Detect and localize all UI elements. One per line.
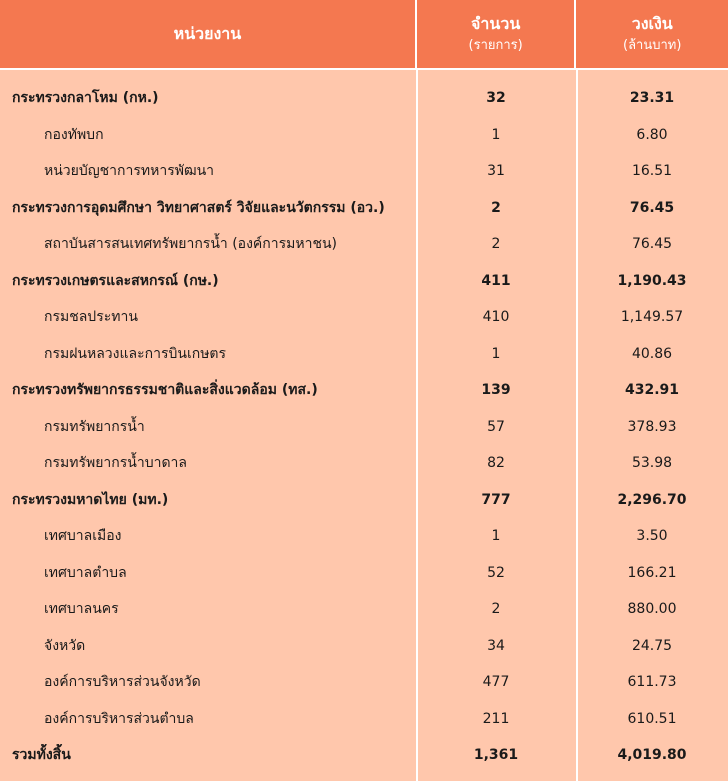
row-count: 2 xyxy=(491,601,501,618)
row-amount: 4,019.80 xyxy=(617,747,687,764)
row-count: 777 xyxy=(481,491,511,508)
row-name: องค์การบริหารส่วนตำบล xyxy=(44,710,194,727)
row-name: จังหวัด xyxy=(44,637,86,654)
row-amount: 166.21 xyxy=(627,564,677,581)
row-amount: 1,190.43 xyxy=(617,272,687,289)
row-count: 31 xyxy=(487,163,505,180)
row-amount: 378.93 xyxy=(627,418,677,435)
row-count: 2 xyxy=(491,236,501,253)
row-amount: 610.51 xyxy=(627,710,677,727)
row-count: 2 xyxy=(491,199,501,216)
agency-row xyxy=(0,409,728,446)
row-amount: 76.45 xyxy=(631,236,673,253)
row-name: รวมทั้งสิ้น xyxy=(12,747,71,764)
agency-row xyxy=(0,628,728,665)
row-amount: 432.91 xyxy=(624,382,680,399)
row-amount: 24.75 xyxy=(631,637,673,654)
header-agency xyxy=(0,0,415,68)
total-row xyxy=(0,737,728,774)
row-amount: 6.80 xyxy=(636,126,668,143)
row-amount: 880.00 xyxy=(627,601,677,618)
row-name: กรมทรัพยากรน้ำ xyxy=(44,418,145,435)
row-name: กระทรวงเกษตรและสหกรณ์ (กษ.) xyxy=(12,272,219,289)
agency-row xyxy=(0,591,728,628)
row-name: กระทรวงการอุดมศึกษา วิทยาศาสตร์ วิจัยและนวัตกรรม (อว.) xyxy=(12,199,385,216)
row-count: 1 xyxy=(491,126,501,143)
row-count: 139 xyxy=(481,382,511,399)
row-amount: 23.31 xyxy=(629,90,675,107)
header-amount-label: วงเงิน xyxy=(631,14,673,33)
row-count: 1,361 xyxy=(473,747,519,764)
agency-row xyxy=(0,336,728,373)
row-name: เทศบาลนคร xyxy=(44,601,119,618)
row-count: 34 xyxy=(487,637,505,654)
header-amount-unit: (ล้านบาท) xyxy=(623,38,682,53)
header-count-unit: (รายการ) xyxy=(468,38,523,53)
row-count: 411 xyxy=(481,272,511,289)
agency-row xyxy=(0,226,728,263)
row-name: เทศบาลตำบล xyxy=(44,564,127,581)
row-count: 82 xyxy=(487,455,505,472)
table-header xyxy=(0,0,728,70)
row-count: 1 xyxy=(491,345,501,362)
ministry-row xyxy=(0,263,728,300)
row-amount: 16.51 xyxy=(631,163,673,180)
row-count: 57 xyxy=(487,418,505,435)
agency-row xyxy=(0,555,728,592)
row-amount: 76.45 xyxy=(629,199,675,216)
agency-row xyxy=(0,701,728,738)
table-body xyxy=(0,70,728,781)
row-count: 52 xyxy=(487,564,505,581)
header-agency-label: หน่วยงาน xyxy=(173,24,242,43)
row-name: กระทรวงกลาโหม (กห.) xyxy=(12,90,159,107)
header-count xyxy=(415,0,575,68)
row-amount: 2,296.70 xyxy=(617,491,687,508)
row-amount: 611.73 xyxy=(627,674,677,691)
row-name: กรมชลประทาน xyxy=(44,309,138,326)
row-count: 477 xyxy=(482,674,510,691)
header-count-label: จำนวน xyxy=(471,14,521,33)
row-count: 32 xyxy=(486,90,506,107)
row-amount: 3.50 xyxy=(636,528,668,545)
agency-row xyxy=(0,518,728,555)
row-count: 211 xyxy=(482,710,510,727)
agency-row xyxy=(0,299,728,336)
row-name: กองทัพบก xyxy=(44,126,104,143)
header-amount xyxy=(574,0,728,68)
row-amount: 53.98 xyxy=(631,455,673,472)
row-name: หน่วยบัญชาการทหารพัฒนา xyxy=(44,163,215,180)
row-name: กระทรวงมหาดไทย (มท.) xyxy=(12,491,169,508)
ministry-row xyxy=(0,482,728,519)
agency-row xyxy=(0,445,728,482)
row-name: สถาบันสารสนเทศทรัพยากรน้ำ (องค์การมหาชน) xyxy=(44,236,337,253)
row-count: 1 xyxy=(491,528,501,545)
row-name: กรมฝนหลวงและการบินเกษตร xyxy=(44,345,227,362)
row-count: 410 xyxy=(482,309,510,326)
ministry-row xyxy=(0,372,728,409)
row-amount: 40.86 xyxy=(631,345,673,362)
agency-row xyxy=(0,117,728,154)
agency-row xyxy=(0,664,728,701)
row-name: กรมทรัพยากรน้ำบาดาล xyxy=(44,455,187,472)
ministry-row xyxy=(0,80,728,117)
row-name: เทศบาลเมือง xyxy=(44,528,122,545)
row-name: กระทรวงทรัพยากรธรรมชาติและสิ่งแวดล้อม (ทส.) xyxy=(12,382,318,399)
row-amount: 1,149.57 xyxy=(620,309,684,326)
agency-row xyxy=(0,153,728,190)
ministry-row xyxy=(0,190,728,227)
row-name: องค์การบริหารส่วนจังหวัด xyxy=(44,674,201,691)
